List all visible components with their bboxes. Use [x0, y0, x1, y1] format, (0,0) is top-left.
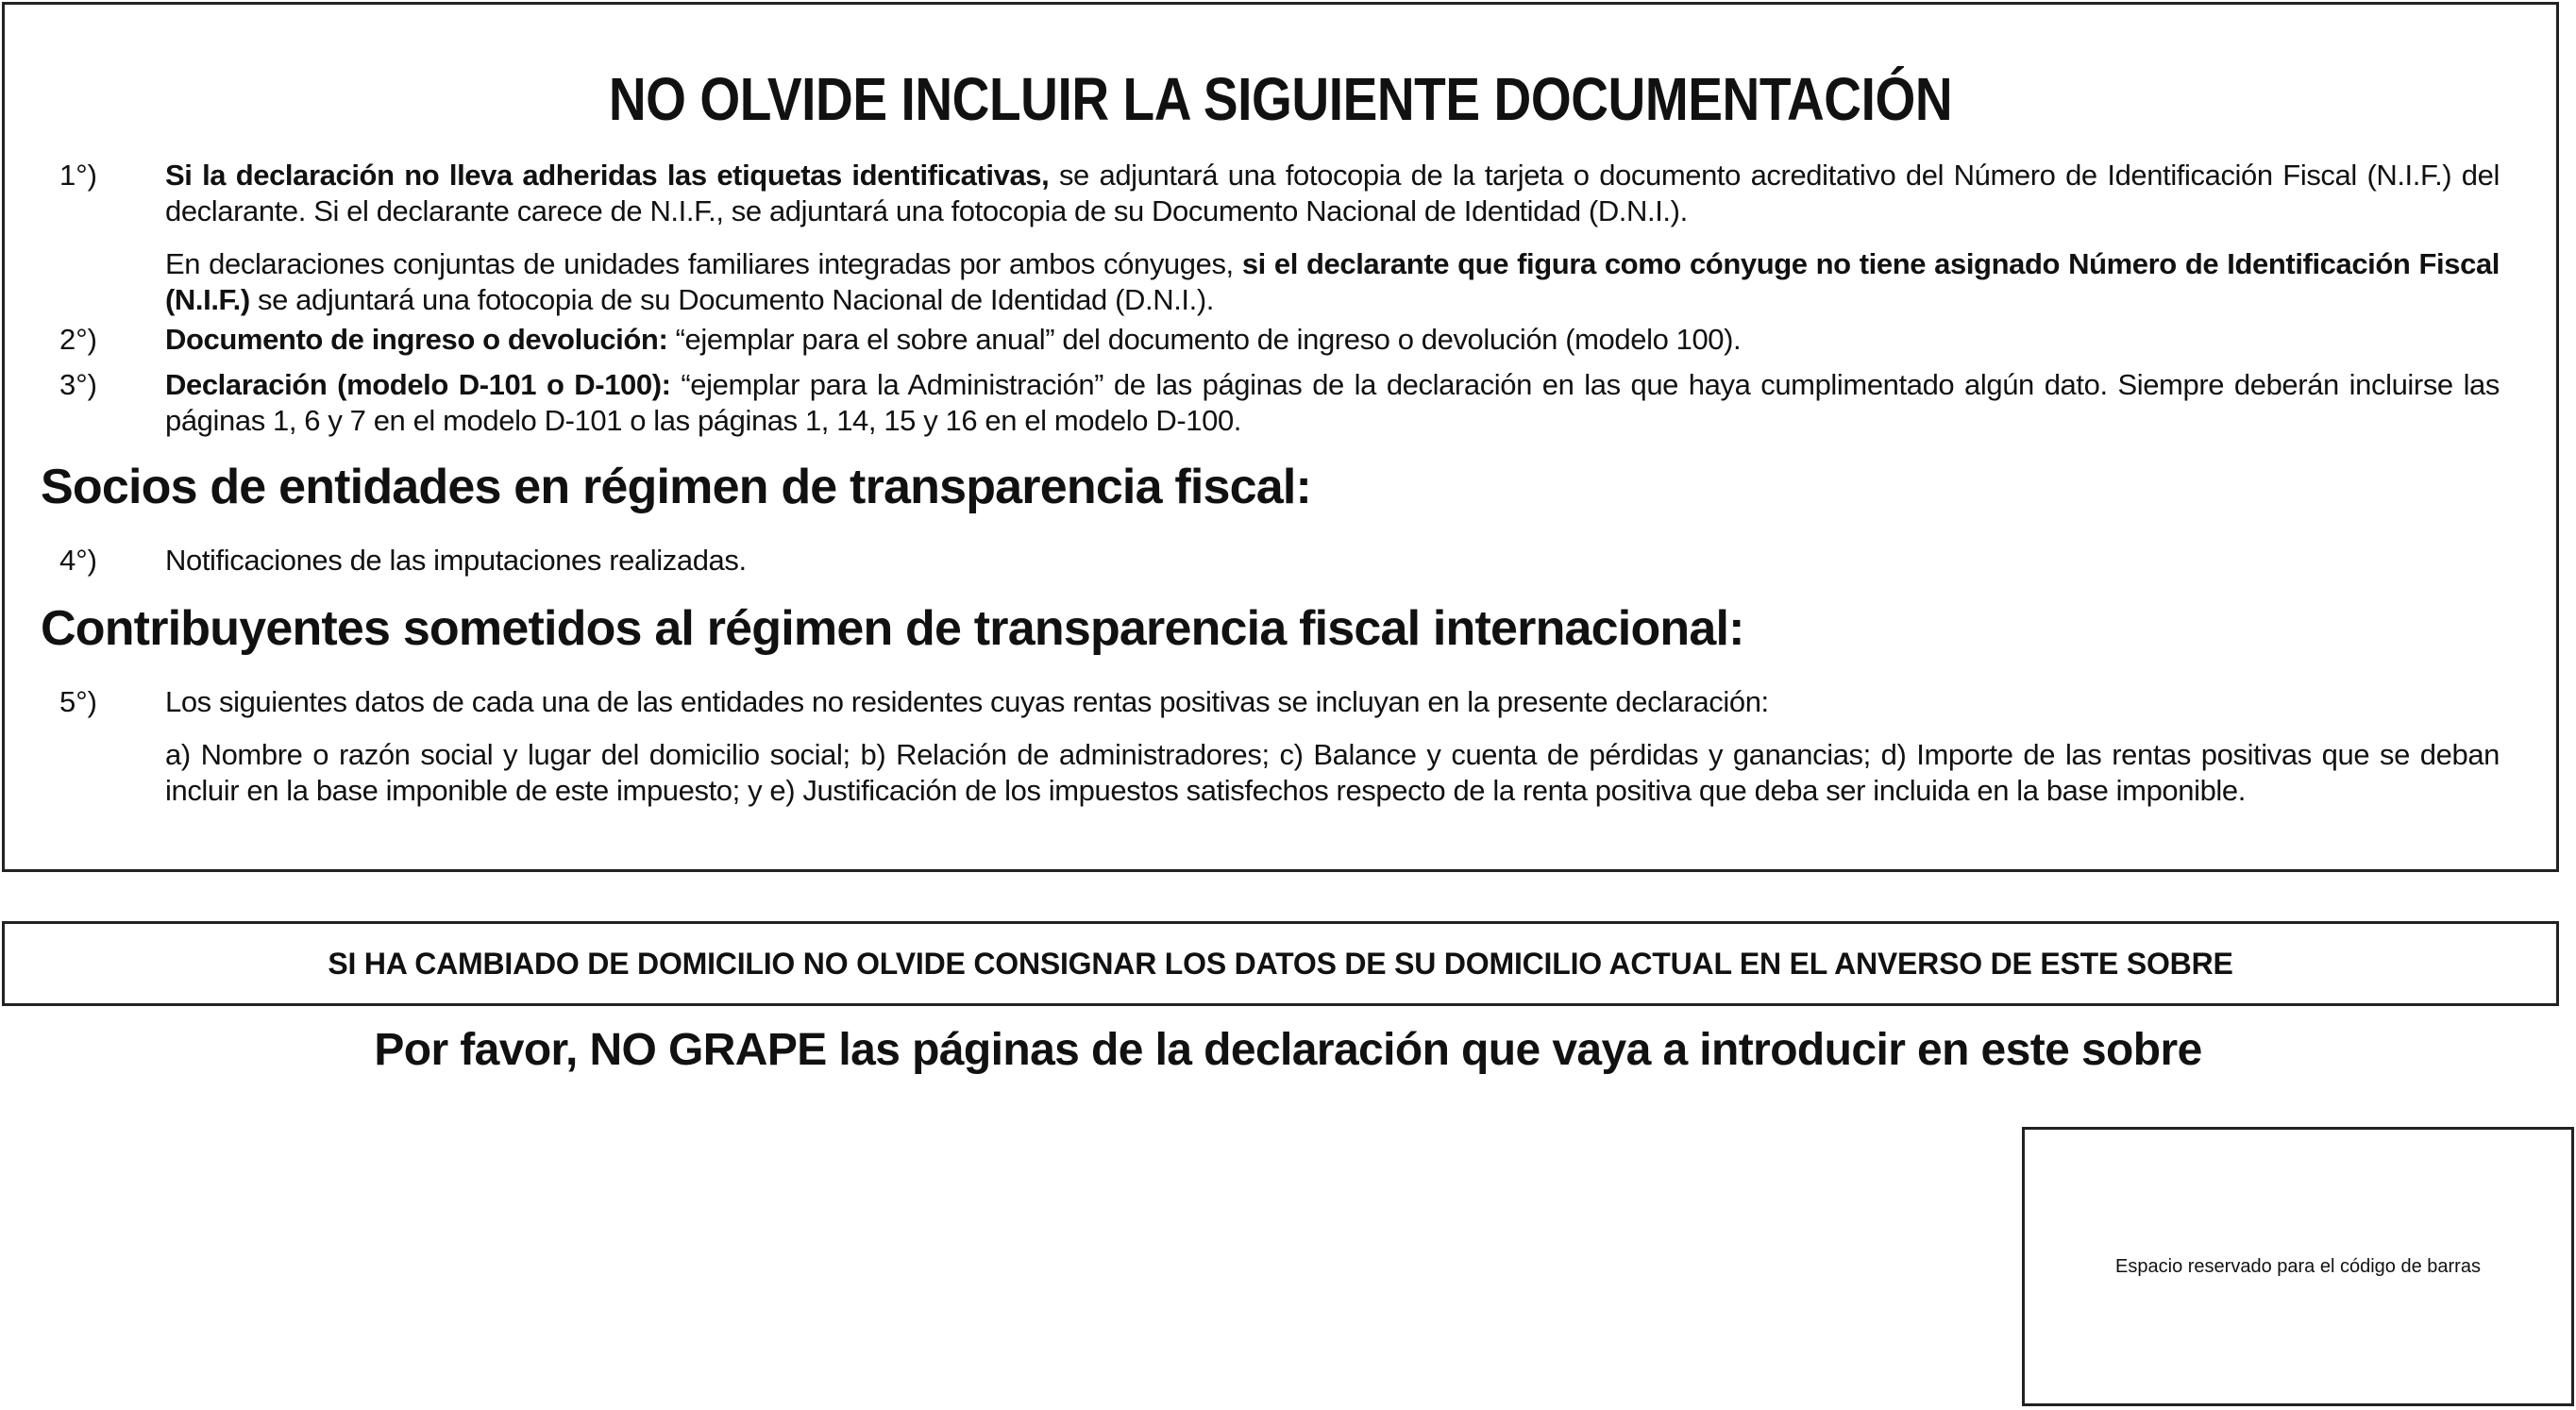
section-heading-socios: Socios de entidades en régimen de transparencia fiscal: [41, 460, 1312, 514]
item-4-text: Notificaciones de las imputaciones realizadas. [165, 544, 747, 577]
list-item-3 [5, 367, 2556, 439]
item-number: 1°) [59, 159, 97, 192]
item-1-text-2: En declaraciones conjuntas de unidades familiares integradas por ambos cónyuges, [165, 247, 1242, 280]
list-item-5 [5, 684, 2556, 809]
item-1-text: se adjuntará una fotocopia de la tarjeta o documento acreditativo del Número de Identificación Fiscal (N.I.F.) del declarante. Si el declarante carece de N.I.F., se adjuntará una fotocopia de su Documento Nacional de Identidad (D.N.I.). [165, 159, 2500, 227]
section-heading-contribuyentes: Contribuyentes sometidos al régimen de transparencia fiscal internacional: [41, 601, 1744, 656]
list-item-1 [5, 158, 2556, 318]
item-3-bold: Declaración (modelo D-101 o D-100): [165, 368, 671, 401]
item-number: 4°) [59, 544, 97, 577]
item-number: 3°) [59, 368, 97, 401]
item-1-bold-2: si el declarante que figura como cónyuge no tiene asignado Número de Identificación Fiscal (N.I.F.) [165, 247, 2500, 316]
item-number: 2°) [59, 323, 97, 356]
item-5-text: Los siguientes datos de cada una de las entidades no residentes cuyas rentas positivas se incluyan en la presente declaración: [165, 685, 1769, 718]
item-3-text: “ejemplar para la Administración” de las páginas de la declaración en las que haya cumplimentado algún dato. Siempre deberán incluirse las páginas 1, 6 y 7 en el modelo D-101 o las páginas 1, 14, 15 y 16 en el modelo D-100. [165, 368, 2500, 437]
barcode-label: Espacio reservado para el código de barras [2115, 1255, 2481, 1277]
item-5-text-2: a) Nombre o razón social y lugar del domicilio social; b) Relación de administradores; c) Balance y cuenta de pérdidas y ganancias; d) Importe de las rentas positivas que se deban incluir en la base imponible de este impuesto; y e) Justificación de los impuestos satisfechos respecto de la renta positiva que deba ser incluida en la base imponible. [165, 738, 2500, 807]
barcode-area [2022, 1127, 2574, 1406]
list-item-2 [5, 322, 2556, 358]
main-title: NO OLVIDE INCLUIR LA SIGUIENTE DOCUMENTACIÓN [608, 65, 1953, 133]
item-1-bold: Si la declaración no lleva adheridas las etiquetas identificativas, [165, 159, 1050, 192]
list-item-4 [5, 543, 2556, 579]
documentation-box [2, 2, 2559, 872]
item-2-bold: Documento de ingreso o devolución: [165, 323, 668, 356]
item-number: 5°) [59, 685, 97, 718]
no-staple-notice: Por favor, NO GRAPE las páginas de la declaración que vaya a introducir en este sobre [374, 1025, 2202, 1075]
item-2-text: “ejemplar para el sobre anual” del documento de ingreso o devolución (modelo 100). [667, 323, 1742, 356]
address-change-notice: SI HA CAMBIADO DE DOMICILIO NO OLVIDE CONSIGNAR LOS DATOS DE SU DOMICILIO ACTUAL EN EL ANVERSO DE ESTE SOBRE [2, 921, 2559, 1006]
item-1-text-3: se adjuntará una fotocopia de su Documento Nacional de Identidad (D.N.I.). [249, 283, 1214, 316]
